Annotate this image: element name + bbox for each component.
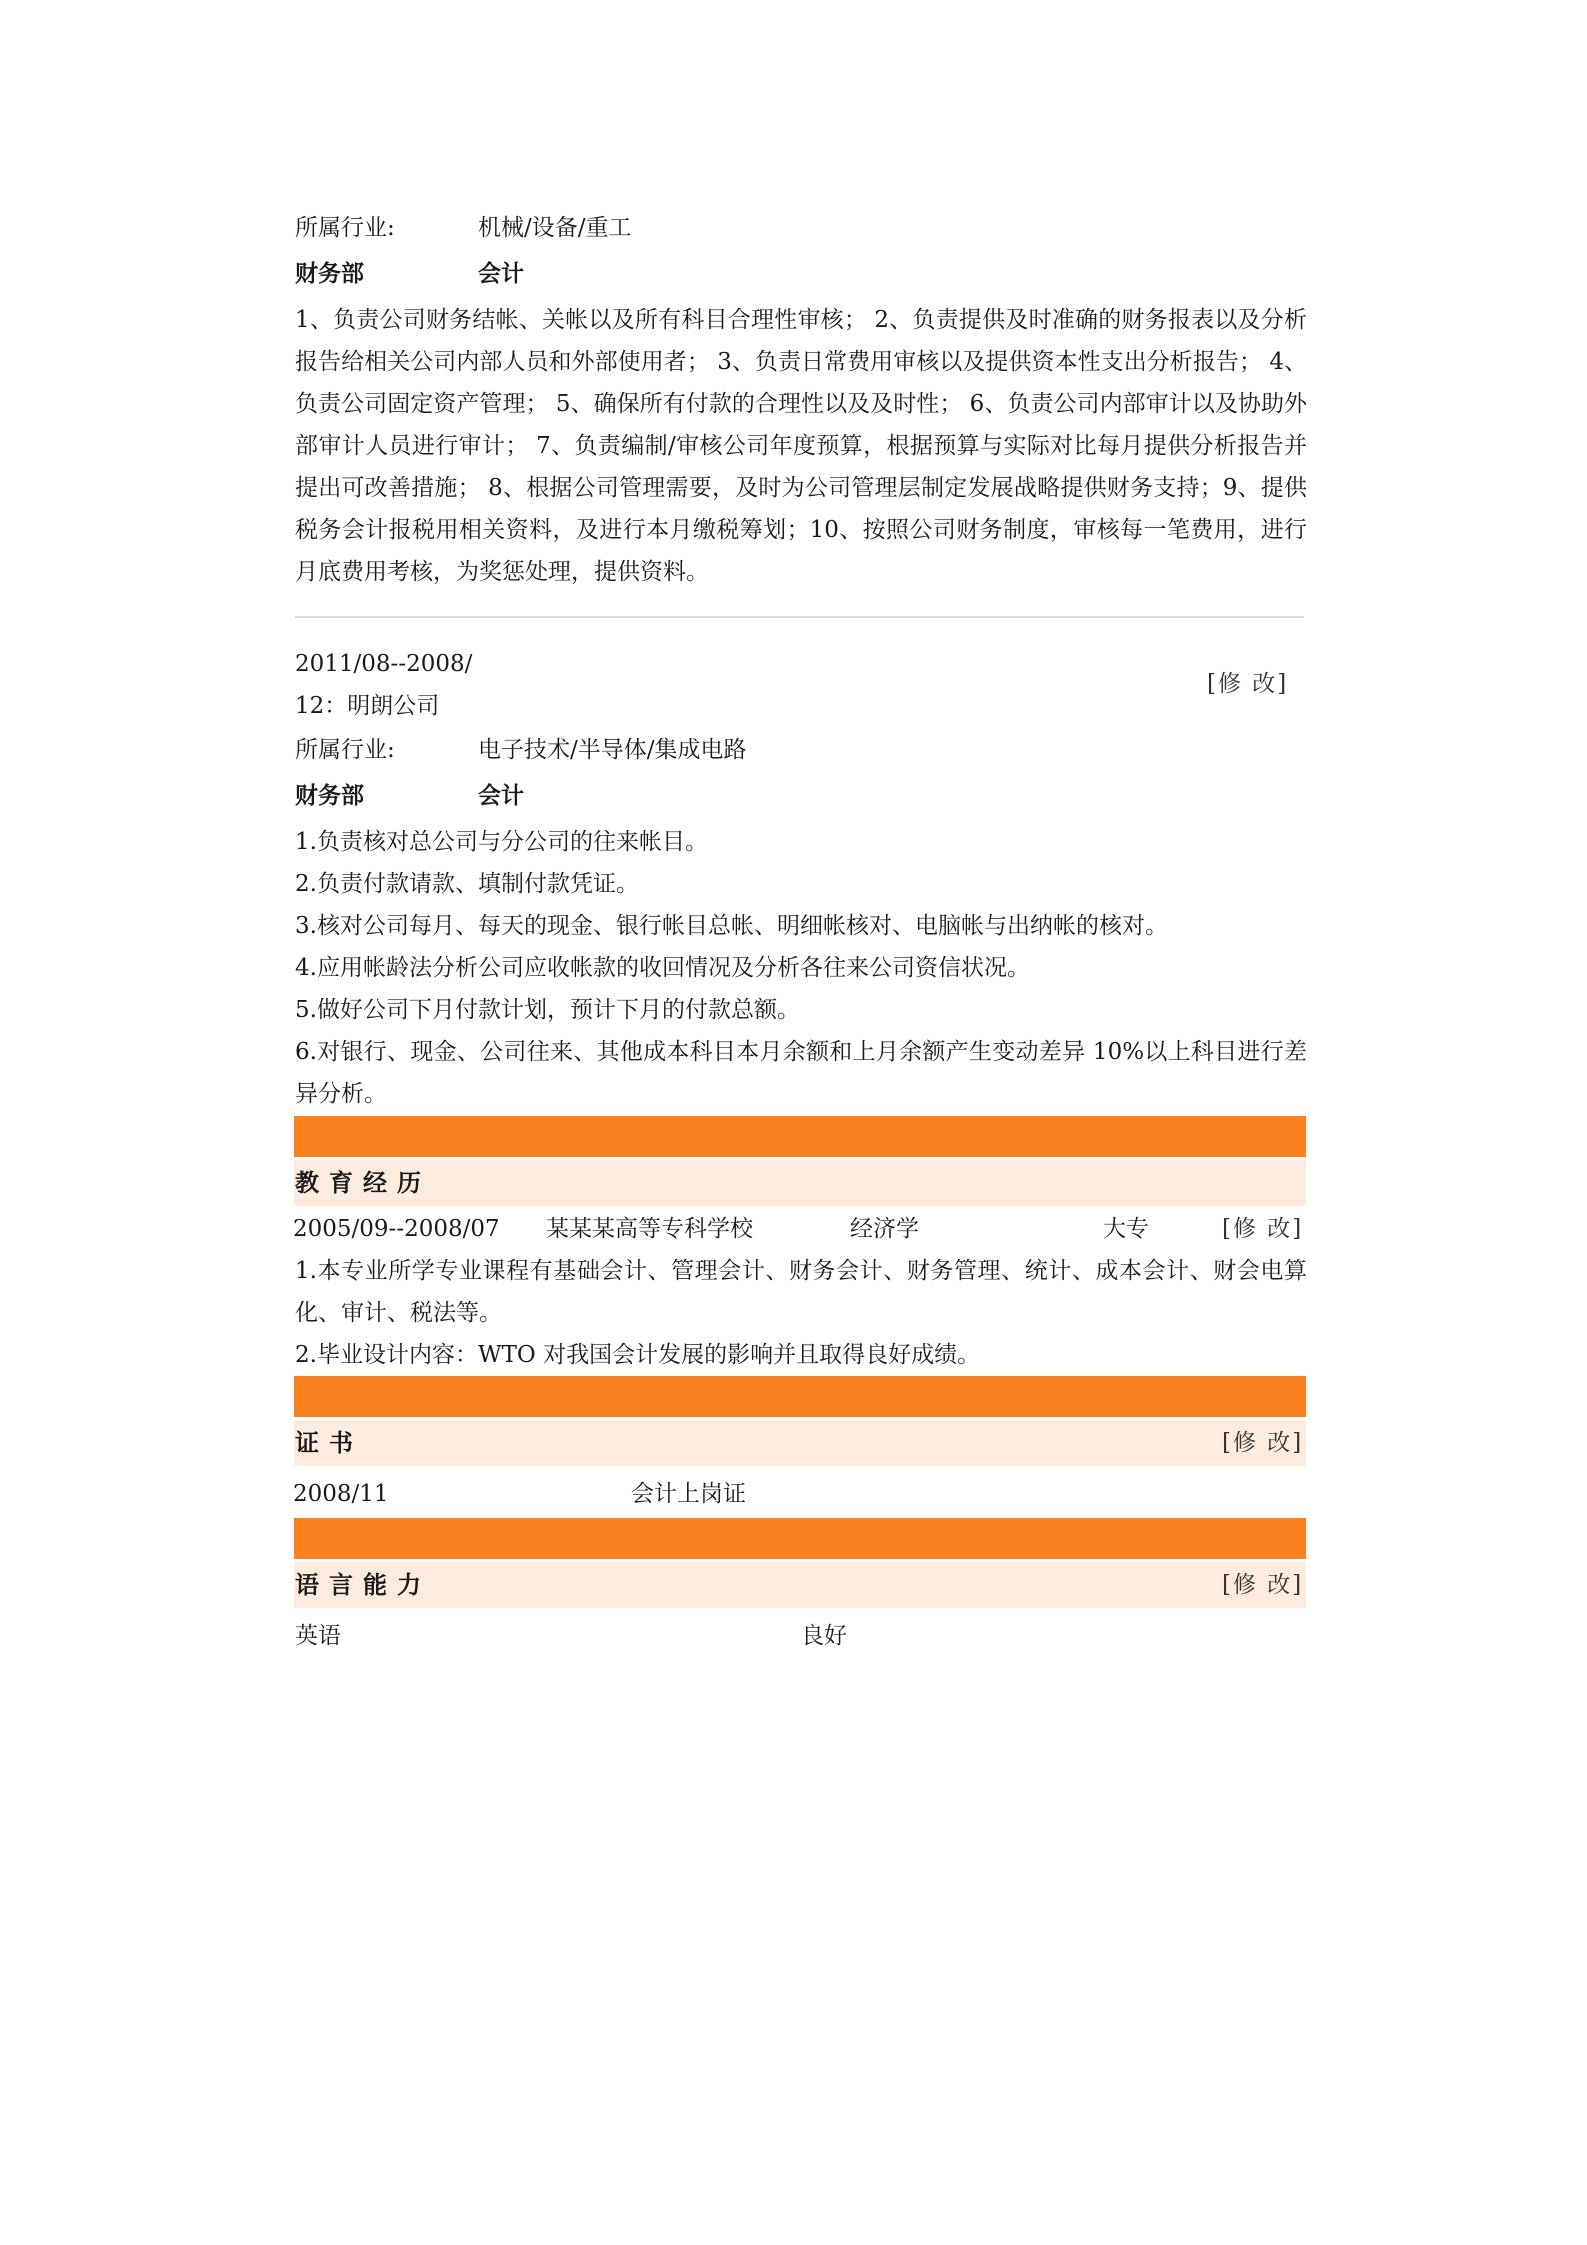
certificate-name: 会计上岗证 xyxy=(631,1481,746,1507)
certificates-header xyxy=(294,1420,1306,1466)
languages-title: 语言能力 xyxy=(295,1570,431,1599)
duty-item: 1.负责核对总公司与分公司的往来帐目。 xyxy=(295,829,708,855)
education-degree: 大专 xyxy=(1103,1216,1149,1242)
duty-item: 2.负责付款请款、填制付款凭证。 xyxy=(295,871,639,897)
divider xyxy=(295,616,1304,618)
job-period-company: 12：明朗公司 xyxy=(295,693,440,719)
job-description: 1、负责公司财务结帐、关帐以及所有科目合理性审核； 2、负责提供及时准确的财务报表以及分析报告给相关公司内部人员和外部使用者； 3、负责日常费用审核以及提供资本性支出分析报告； 4、负责公司固定资产管理； 5、确保所有付款的合理性以及及时性； 6、负责公司内部审计以及协助外部审计人员进行审计； 7、负责编制/审核公司年度预算，根据预算与实际对比每月提供分析报告并提出可改善措施； 8、根据公司管理需要，及时为公司管理层制定发展战略提供财务支持；9、提供税务会计报税用相关资料，及进行本月缴税筹划；10、按照公司财务制度，审核每一笔费用，进行月底费用考核，为奖惩处理，提供资料。 xyxy=(295,307,1307,585)
certificates-title: 证书 xyxy=(295,1428,363,1457)
edit-certificates-button[interactable]: [修 改] xyxy=(1222,1430,1304,1456)
duty-item: 6.对银行、现金、公司往来、其他成本科目本月余额和上月余额产生变动差异 10%以上科目进行差异分析。 xyxy=(295,1039,1307,1107)
edit-education-button[interactable]: [修 改] xyxy=(1222,1216,1304,1242)
edit-languages-button[interactable]: [修 改] xyxy=(1222,1572,1304,1598)
industry-value: 机械/设备/重工 xyxy=(478,215,632,241)
duty-item: 3.核对公司每月、每天的现金、银行帐目总帐、明细帐核对、电脑帐与出纳帐的核对。 xyxy=(295,913,1168,939)
education-detail: 2.毕业设计内容：WTO 对我国会计发展的影响并且取得良好成绩。 xyxy=(295,1342,981,1368)
section-accent-bar xyxy=(294,1376,1306,1417)
position: 会计 xyxy=(478,260,524,287)
education-header xyxy=(294,1160,1306,1206)
industry-label: 所属行业: xyxy=(295,737,395,763)
section-accent-bar xyxy=(294,1518,1306,1559)
education-major: 经济学 xyxy=(850,1216,919,1242)
languages-header xyxy=(294,1562,1306,1608)
industry-value: 电子技术/半导体/集成电路 xyxy=(478,737,747,763)
education-period: 2005/09--2008/07 xyxy=(293,1216,500,1242)
education-title: 教育经历 xyxy=(295,1168,431,1197)
department: 财务部 xyxy=(295,260,364,287)
duty-item: 4.应用帐龄法分析公司应收帐款的收回情况及分析各往来公司资信状况。 xyxy=(295,955,1030,981)
language-level: 良好 xyxy=(801,1623,847,1649)
department: 财务部 xyxy=(295,782,364,809)
industry-label: 所属行业: xyxy=(295,215,395,241)
job-period: 2011/08--2008/ xyxy=(295,651,473,677)
education-school: 某某某高等专科学校 xyxy=(546,1216,753,1242)
education-detail: 1.本专业所学专业课程有基础会计、管理会计、财务会计、财务管理、统计、成本会计、财会电算化、审计、税法等。 xyxy=(295,1258,1307,1326)
language-name: 英语 xyxy=(295,1623,341,1649)
duty-item: 5.做好公司下月付款计划，预计下月的付款总额。 xyxy=(295,997,800,1023)
certificate-date: 2008/11 xyxy=(293,1481,389,1507)
section-accent-bar xyxy=(294,1116,1306,1157)
position: 会计 xyxy=(478,782,524,809)
edit-job-button[interactable]: [修 改] xyxy=(1207,671,1289,697)
